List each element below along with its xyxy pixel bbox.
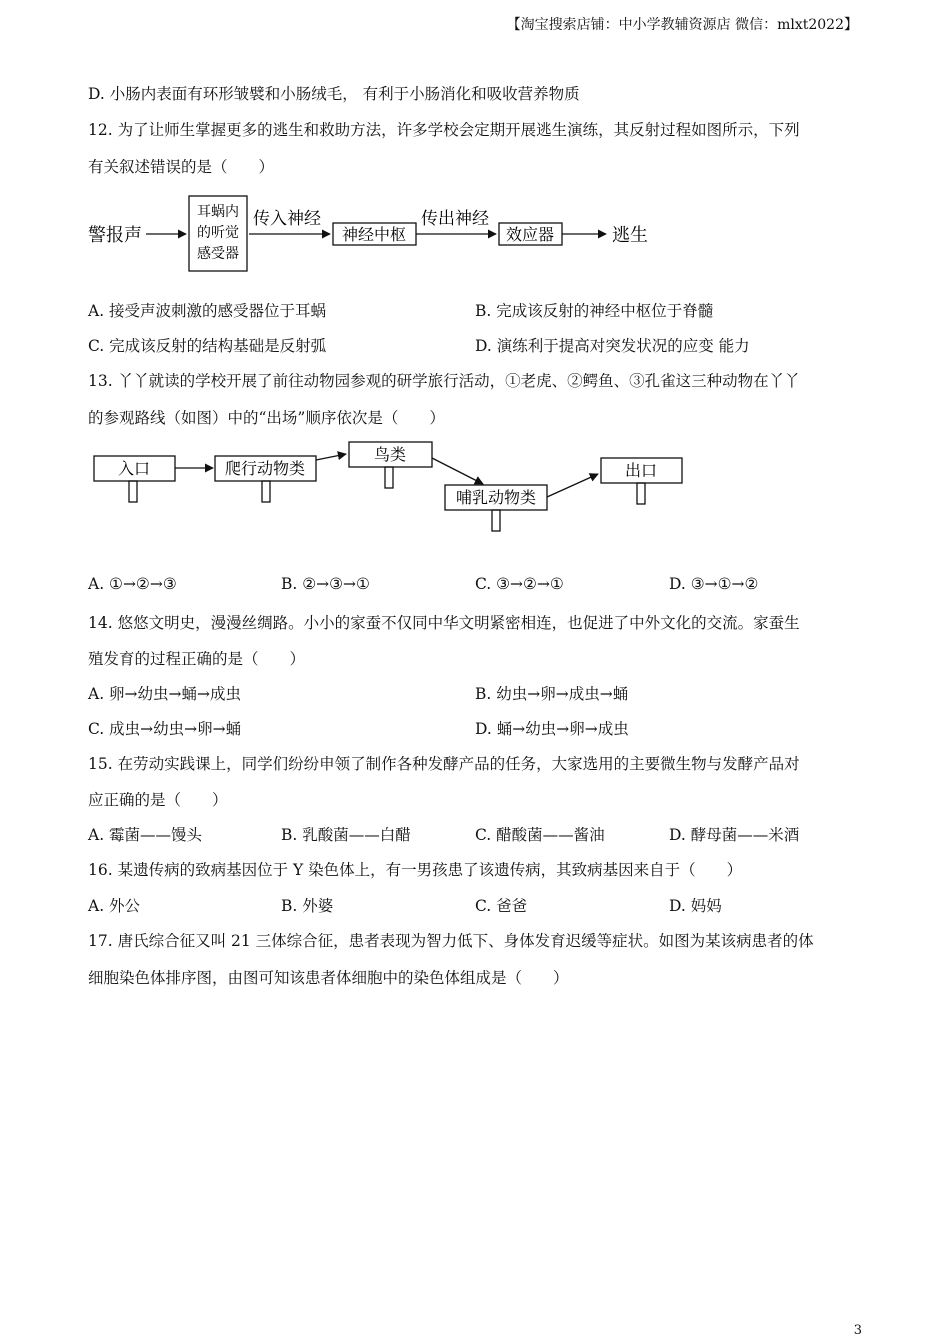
- q14-option-a: A. 卵→幼虫→蛹→成虫: [88, 685, 242, 703]
- q12-stem-line2: 有关叙述错误的是（ ）: [88, 158, 275, 176]
- page-number: 3: [853, 1323, 862, 1338]
- q14-option-b: B. 幼虫→卵→成虫→蛹: [475, 685, 629, 703]
- q17-stem-line2: 细胞染色体排序图，由图可知该患者体细胞中的染色体组成是（ ）: [88, 969, 569, 987]
- nerve-center-label: 神经中枢: [341, 225, 407, 244]
- zoo-route-diagram: [88, 436, 698, 540]
- q15-stem-line2: 应正确的是（ ）: [88, 791, 228, 809]
- q15-option-c: C. 醋酸菌——酱油: [475, 826, 605, 844]
- q13-option-a: A. ①→②→③: [88, 575, 177, 593]
- q13-option-b: B. ②→③→①: [281, 575, 370, 593]
- q12-stem-line1: 12. 为了让师生掌握更多的逃生和救助方法，许多学校会定期开展逃生演练，其反射过程如图所示，下列: [88, 121, 800, 139]
- q16-option-c: C. 爸爸: [475, 897, 528, 915]
- q11-option-d: D. 小肠内表面有环形皱襞和小肠绒毛， 有利于小肠消化和吸收营养物质: [88, 85, 580, 103]
- q12-option-a: A. 接受声波刺激的感受器位于耳蜗: [88, 302, 327, 320]
- reflex-arc-diagram: [80, 190, 660, 280]
- q13-stem-line2: 的参观路线（如图）中的“出场”顺序依次是（ ）: [88, 409, 445, 427]
- q13-stem-line1: 13. 丫丫就读的学校开展了前往动物园参观的研学旅行活动，①老虎、②鳄鱼、③孔雀这三种动物在丫丫: [88, 372, 800, 390]
- entrance-label: 入口: [117, 459, 151, 478]
- q15-stem-line1: 15. 在劳动实践课上，同学们纷纷申领了制作各种发酵产品的任务，大家选用的主要微生物与发酵产品对: [88, 755, 800, 773]
- q16-stem-line1: 16. 某遗传病的致病基因位于 Y 染色体上，有一男孩患了该遗传病，其致病基因来自于（ ）: [88, 861, 743, 879]
- q13-option-c: C. ③→②→①: [475, 575, 564, 593]
- q16-option-b: B. 外婆: [281, 897, 334, 915]
- q14-stem-line1: 14. 悠悠文明史，漫漫丝绸路。小小的家蚕不仅同中华文明紧密相连，也促进了中外文化的交流。家蚕生: [88, 614, 800, 632]
- afferent-nerve-label: 传入神经: [253, 209, 321, 229]
- q17-stem-line1: 17. 唐氏综合征又叫 21 三体综合征，患者表现为智力低下、身体发育迟缓等症状。如图为某该病患者的体: [88, 932, 814, 950]
- birds-label: 鸟类: [373, 445, 407, 464]
- q14-stem-line2: 殖发育的过程正确的是（ ）: [88, 650, 306, 668]
- diagram-end-escape: 逃生: [612, 225, 648, 246]
- q12-option-b: B. 完成该反射的神经中枢位于脊髓: [475, 302, 714, 320]
- receptor-line3: 感受器: [197, 246, 239, 262]
- q15-option-a: A. 霉菌——馒头: [88, 826, 203, 844]
- q13-option-d: D. ③→①→②: [669, 575, 759, 593]
- page-header: 【淘宝搜索店铺：中小学教辅资源店 微信：mlxt2022】: [506, 17, 858, 33]
- q15-option-b: B. 乳酸菌——白醋: [281, 826, 411, 844]
- effector-label: 效应器: [505, 225, 555, 244]
- reptiles-label: 爬行动物类: [224, 459, 306, 478]
- receptor-line1: 耳蜗内: [197, 204, 239, 220]
- q15-option-d: D. 酵母菌——米酒: [669, 826, 800, 844]
- q16-option-d: D. 妈妈: [669, 897, 722, 915]
- exit-label: 出口: [624, 461, 658, 480]
- efferent-nerve-label: 传出神经: [421, 209, 489, 229]
- q12-option-c: C. 完成该反射的结构基础是反射弧: [88, 337, 327, 355]
- diagram-start-alarm: 警报声: [88, 225, 142, 246]
- q14-option-c: C. 成虫→幼虫→卵→蛹: [88, 720, 242, 738]
- q14-option-d: D. 蛹→幼虫→卵→成虫: [475, 720, 629, 738]
- receptor-line2: 的听觉: [197, 225, 239, 241]
- q12-option-d: D. 演练利于提高对突发状况的应变 能力: [475, 337, 750, 355]
- mammals-label: 哺乳动物类: [455, 488, 537, 507]
- q16-option-a: A. 外公: [88, 897, 141, 915]
